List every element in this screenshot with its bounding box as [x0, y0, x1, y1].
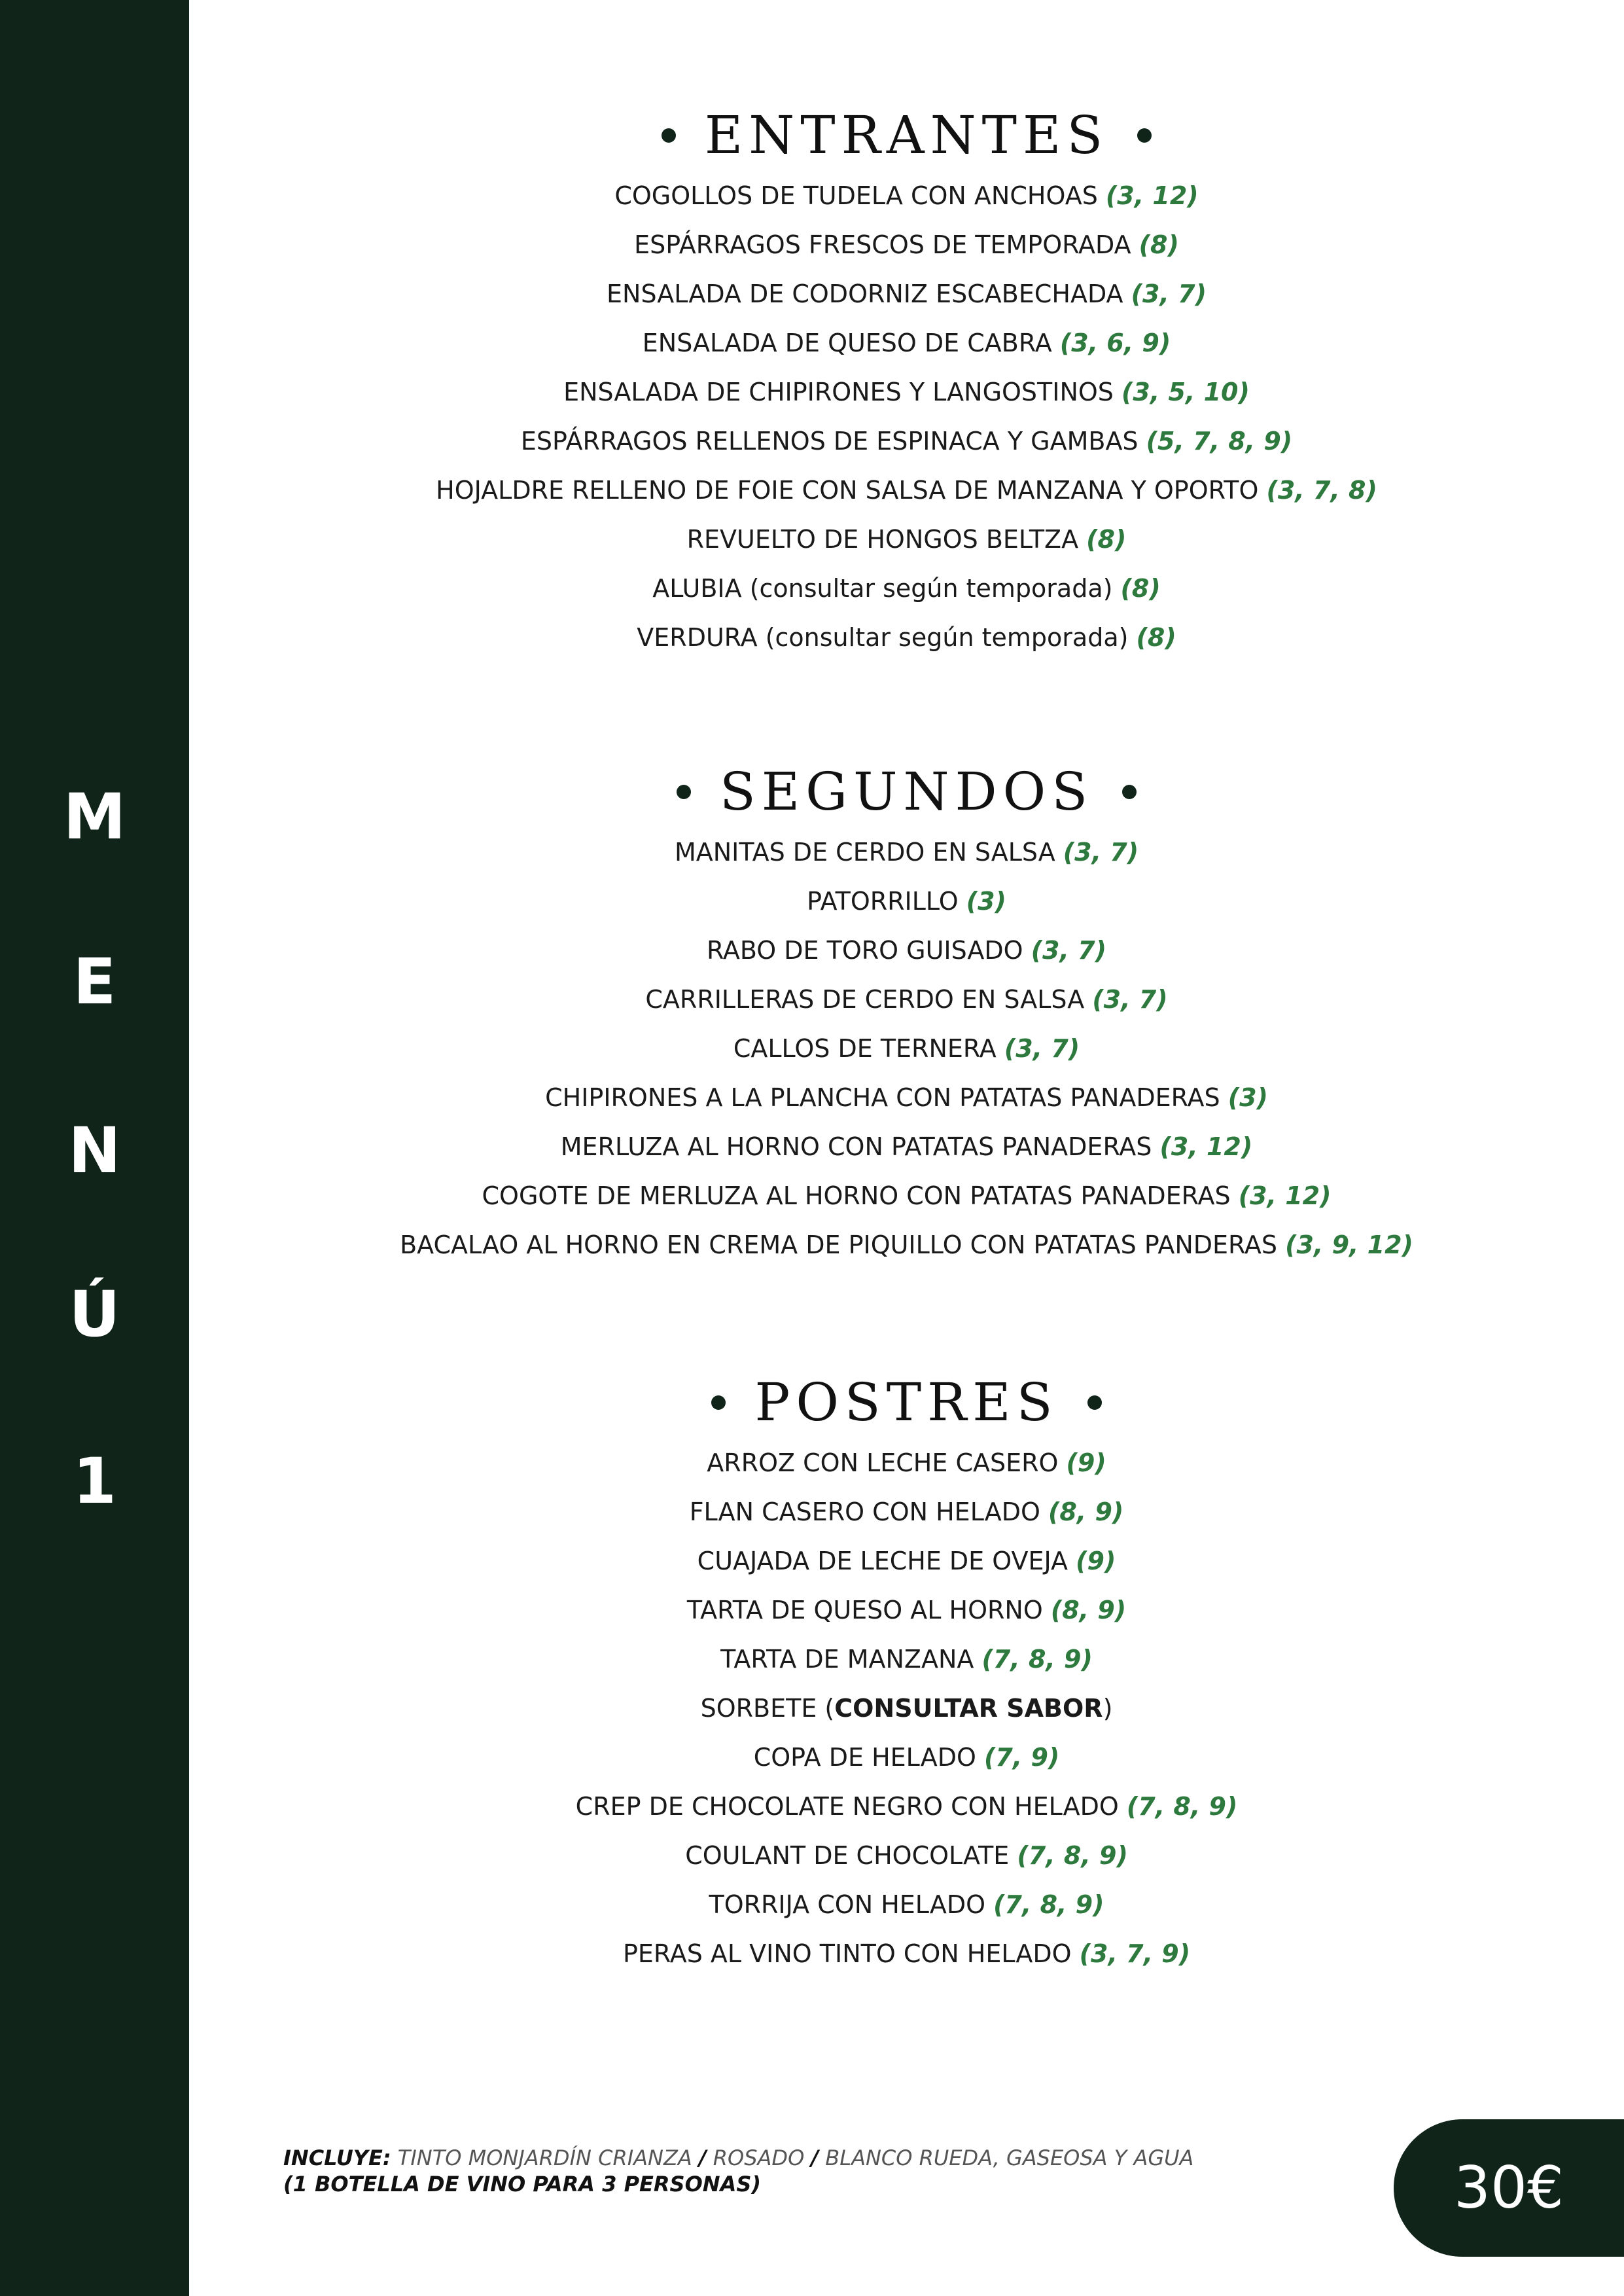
wine-3: BLANCO RUEDA, GASEOSA Y AGUA — [819, 2145, 1194, 2170]
dish-name: ESPÁRRAGOS FRESCOS DE TEMPORADA — [634, 230, 1131, 259]
dish-item — [189, 1733, 1624, 1782]
sidebar — [0, 0, 189, 2296]
allergen-codes: (8) — [1139, 230, 1179, 259]
dish-item — [189, 1684, 1624, 1733]
bullet-dot — [711, 1395, 726, 1410]
dish-item — [189, 1221, 1624, 1270]
dish-item — [189, 319, 1624, 368]
allergen-codes: (8) — [1120, 574, 1161, 603]
allergen-codes: (3, 12) — [1105, 181, 1199, 210]
bullet-dot — [1137, 128, 1152, 143]
allergen-codes: (7, 9) — [983, 1743, 1060, 1772]
dish-name: COGOTE DE MERLUZA AL HORNO CON PATATAS PANADERAS — [482, 1181, 1231, 1210]
sidebar-letter: 1 — [73, 1444, 116, 1518]
dish-name: COGOLLOS DE TUDELA CON ANCHOAS — [614, 181, 1098, 210]
bullet-dot — [1087, 1395, 1102, 1410]
bullet-dot — [677, 785, 691, 799]
dish-name-emphasis: CONSULTAR SABOR — [834, 1694, 1103, 1723]
dish-name: ESPÁRRAGOS RELLENOS DE ESPINACA Y GAMBAS — [520, 427, 1139, 456]
wine-1: TINTO MONJARDÍN CRIANZA — [391, 2145, 699, 2170]
sidebar-letter: Ú — [69, 1278, 120, 1351]
allergen-codes: (9) — [1076, 1547, 1116, 1575]
allergen-codes: (3, 7) — [1031, 936, 1106, 965]
allergen-codes: (3, 12) — [1238, 1181, 1332, 1210]
dish-item — [189, 171, 1624, 221]
dish-item — [189, 877, 1624, 926]
dish-item — [189, 417, 1624, 466]
allergen-codes: (3) — [966, 887, 1006, 916]
dish-item — [189, 515, 1624, 564]
dish-item — [189, 1024, 1624, 1073]
dish-name: CUAJADA DE LECHE DE OVEJA — [697, 1547, 1076, 1575]
dish-name: SORBETE ( — [700, 1694, 835, 1723]
allergen-codes: (3, 7) — [1063, 838, 1139, 867]
allergen-codes: (3, 7) — [1092, 985, 1168, 1014]
section-title-text: SEGUNDOS — [719, 761, 1094, 822]
allergen-codes: (7, 8, 9) — [1126, 1792, 1238, 1821]
dish-name-end: ) — [1103, 1694, 1113, 1723]
section-title-text: POSTRES — [754, 1372, 1059, 1433]
dish-item — [189, 1831, 1624, 1880]
dish-item — [189, 1122, 1624, 1172]
allergen-codes: (3, 7) — [1131, 279, 1207, 308]
sidebar-letter: N — [68, 1114, 121, 1187]
dish-list — [189, 1439, 1624, 1979]
allergen-codes: (8, 9) — [1050, 1596, 1127, 1624]
section-postres — [189, 1367, 1624, 1979]
dish-name: HOJALDRE RELLENO DE FOIE CON SALSA DE MANZANA Y OPORTO — [436, 476, 1259, 505]
bullet-dot — [662, 128, 676, 143]
dish-name: CHIPIRONES A LA PLANCHA CON PATATAS PANADERAS — [545, 1083, 1220, 1112]
allergen-codes: (3) — [1227, 1083, 1268, 1112]
dish-item — [189, 828, 1624, 877]
dish-name: MERLUZA AL HORNO CON PATATAS PANADERAS — [560, 1132, 1152, 1161]
separator: / — [698, 2145, 707, 2170]
dish-item — [189, 1537, 1624, 1586]
dish-name: ARROZ CON LECHE CASERO — [707, 1448, 1059, 1477]
dish-name: COULANT DE CHOCOLATE — [685, 1841, 1010, 1870]
dish-item — [189, 1073, 1624, 1122]
dish-name: VERDURA (consultar según temporada) — [637, 623, 1129, 652]
includes-note — [283, 2145, 1193, 2197]
dish-name: PERAS AL VINO TINTO CON HELADO — [622, 1939, 1072, 1968]
allergen-codes: (5, 7, 8, 9) — [1146, 427, 1293, 456]
allergen-codes: (8) — [1136, 623, 1176, 652]
dish-name: MANITAS DE CERDO EN SALSA — [674, 838, 1055, 867]
dish-name: COPA DE HELADO — [753, 1743, 976, 1772]
dish-name: RABO DE TORO GUISADO — [707, 936, 1023, 965]
dish-item — [189, 926, 1624, 975]
allergen-codes: (3, 7, 9) — [1079, 1939, 1191, 1968]
dish-name: CREP DE CHOCOLATE NEGRO CON HELADO — [575, 1792, 1119, 1821]
section-title-text: ENTRANTES — [704, 105, 1109, 166]
section-segundos — [189, 756, 1624, 1270]
dish-name: REVUELTO DE HONGOS BELTZA — [686, 525, 1079, 554]
allergen-codes: (9) — [1066, 1448, 1106, 1477]
allergen-codes: (8, 9) — [1048, 1498, 1124, 1526]
dish-item — [189, 368, 1624, 417]
allergen-codes: (3, 9, 12) — [1285, 1230, 1413, 1259]
dish-item — [189, 466, 1624, 515]
dish-item — [189, 1488, 1624, 1537]
dish-name: BACALAO AL HORNO EN CREMA DE PIQUILLO CON PATATAS PANDERAS — [400, 1230, 1277, 1259]
dish-item — [189, 1172, 1624, 1221]
dish-item — [189, 1880, 1624, 1929]
dish-item — [189, 975, 1624, 1024]
allergen-codes: (3, 12) — [1159, 1132, 1253, 1161]
sidebar-letter: E — [73, 945, 116, 1018]
dish-name: ENSALADA DE CHIPIRONES Y LANGOSTINOS — [563, 378, 1114, 406]
dish-name: ENSALADA DE QUESO DE CABRA — [642, 329, 1052, 357]
dish-item — [189, 270, 1624, 319]
includes-line-1 — [283, 2145, 1193, 2171]
dish-item — [189, 221, 1624, 270]
section-entrantes — [189, 99, 1624, 662]
menu-content — [189, 0, 1624, 2296]
dish-item — [189, 1782, 1624, 1831]
dish-name: TARTA DE QUESO AL HORNO — [686, 1596, 1043, 1624]
dish-list — [189, 171, 1624, 662]
dish-name: ALUBIA (consultar según temporada) — [652, 574, 1113, 603]
includes-line-2: (1 BOTELLA DE VINO PARA 3 PERSONAS) — [283, 2172, 762, 2197]
price-badge: 30€ — [1394, 2119, 1624, 2257]
section-title — [189, 1367, 1624, 1439]
includes-label: INCLUYE: — [283, 2145, 391, 2170]
separator: / — [811, 2145, 819, 2170]
allergen-codes: (7, 8, 9) — [993, 1890, 1104, 1919]
dish-name: CALLOS DE TERNERA — [733, 1034, 997, 1063]
allergen-codes: (3, 7, 8) — [1266, 476, 1377, 505]
allergen-codes: (3, 5, 10) — [1121, 378, 1250, 406]
allergen-codes: (8) — [1086, 525, 1127, 554]
dish-item — [189, 1929, 1624, 1979]
dish-item — [189, 564, 1624, 613]
allergen-codes: (7, 8, 9) — [981, 1645, 1093, 1674]
dish-name: PATORRILLO — [807, 887, 959, 916]
dish-name: TORRIJA CON HELADO — [709, 1890, 985, 1919]
bullet-dot — [1122, 785, 1137, 799]
dish-name: ENSALADA DE CODORNIZ ESCABECHADA — [607, 279, 1123, 308]
dish-name: TARTA DE MANZANA — [720, 1645, 974, 1674]
sidebar-letter: M — [63, 780, 126, 853]
dish-item — [189, 1635, 1624, 1684]
dish-list — [189, 828, 1624, 1270]
dish-item — [189, 613, 1624, 662]
dish-name: FLAN CASERO CON HELADO — [689, 1498, 1040, 1526]
dish-item — [189, 1439, 1624, 1488]
section-title — [189, 99, 1624, 171]
allergen-codes: (3, 6, 9) — [1059, 329, 1171, 357]
dish-item — [189, 1586, 1624, 1635]
dish-name: CARRILLERAS DE CERDO EN SALSA — [645, 985, 1085, 1014]
allergen-codes: (7, 8, 9) — [1017, 1841, 1128, 1870]
wine-2: ROSADO — [706, 2145, 811, 2170]
section-title — [189, 756, 1624, 828]
allergen-codes: (3, 7) — [1004, 1034, 1080, 1063]
